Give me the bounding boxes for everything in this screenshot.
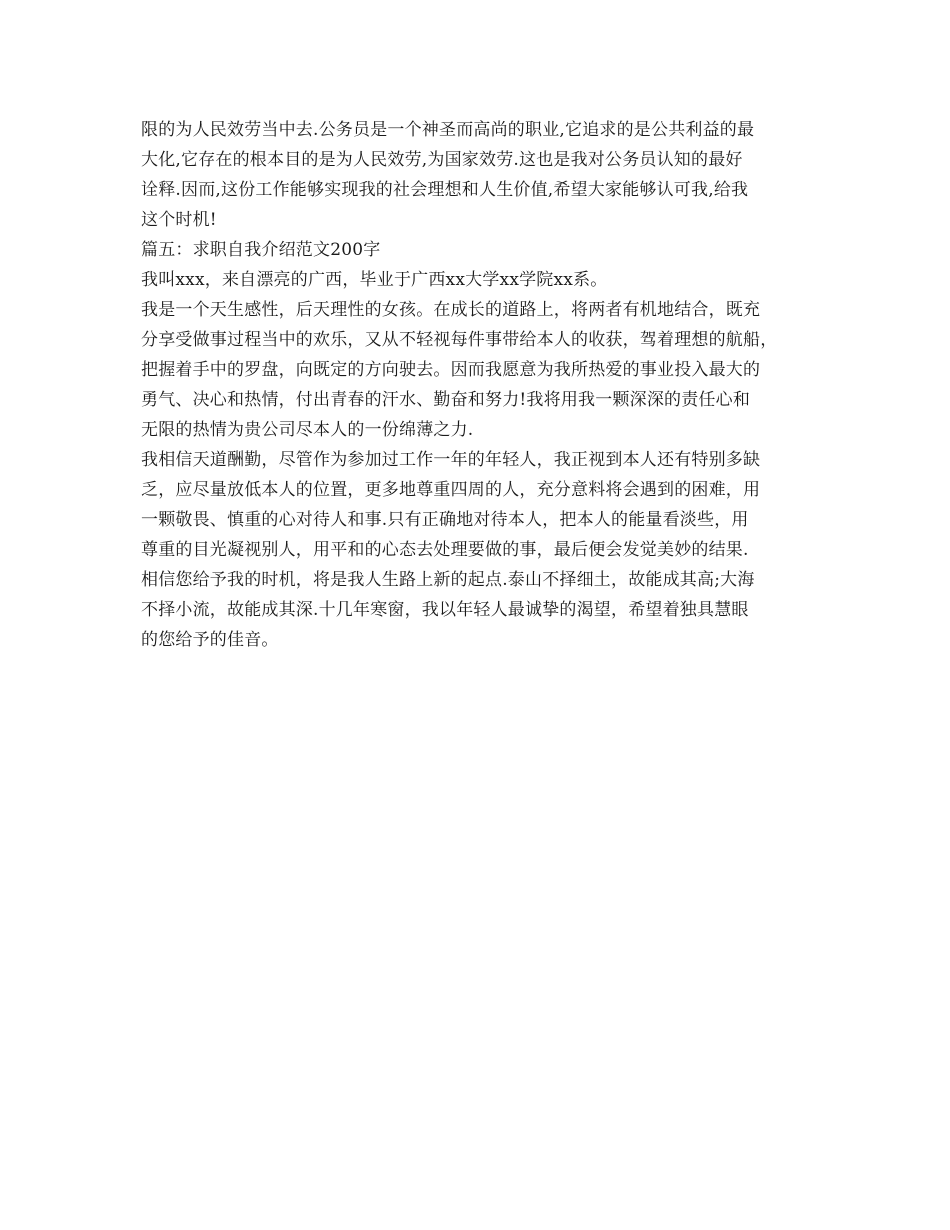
text-line: 我相信天道酬勤，尽管作为参加过工作一年的年轻人，我正视到本人还有特别多缺 — [141, 450, 761, 470]
text-line: 尊重的目光凝视别人，用平和的心态去处理要做的事，最后便会发觉美妙的结果. — [141, 540, 749, 560]
text-line: 这个时机! — [141, 210, 217, 230]
text-line: 不择小流，故能成其深.十几年寒窗，我以年轻人最诚挚的渴望，希望着独具慧眼 — [141, 600, 749, 620]
text-line: 相信您给予我的时机，将是我人生路上新的起点.泰山不择细土，故能成其高;大海 — [141, 570, 755, 590]
text-line: 一颗敬畏、慎重的心对待人和事.只有正确地对待本人，把本人的能量看淡些，用 — [141, 510, 749, 530]
document-body — [141, 115, 821, 655]
text-line: 大化,它存在的根本目的是为人民效劳,为国家效劳.这也是我对公务员认知的最好 — [141, 150, 743, 170]
text-line: 勇气、决心和热情，付出青春的汗水、勤奋和努力!我将用我一颗深深的责任心和 — [141, 390, 751, 410]
text-line: 无限的热情为贵公司尽本人的一份绵薄之力. — [141, 420, 474, 440]
text-line: 限的为人民效劳当中去.公务员是一个神圣而高尚的职业,它追求的是公共利益的最 — [141, 120, 755, 140]
text-line: 诠释.因而,这份工作能够实现我的社会理想和人生价值,希望大家能够认可我,给我 — [141, 180, 749, 200]
text-line: 我是一个天生感性，后天理性的女孩。在成长的道路上，将两者有机地结合，既充 — [141, 300, 761, 320]
text-line: 乏，应尽量放低本人的位置，更多地尊重四周的人，充分意料将会遇到的困难，用 — [141, 480, 761, 500]
text-line: 分享受做事过程当中的欢乐，又从不轻视每件事带给本人的收获，驾着理想的航船， — [141, 330, 778, 350]
section-heading: 篇五：求职自我介绍范文200字 — [141, 240, 381, 260]
text-line: 我叫xxx，来自漂亮的广西，毕业于广西xx大学xx学院xx系。 — [141, 270, 608, 290]
text-line: 的您给予的佳音。 — [141, 630, 279, 650]
text-line: 把握着手中的罗盘，向既定的方向驶去。因而我愿意为我所热爱的事业投入最大的 — [141, 360, 761, 380]
